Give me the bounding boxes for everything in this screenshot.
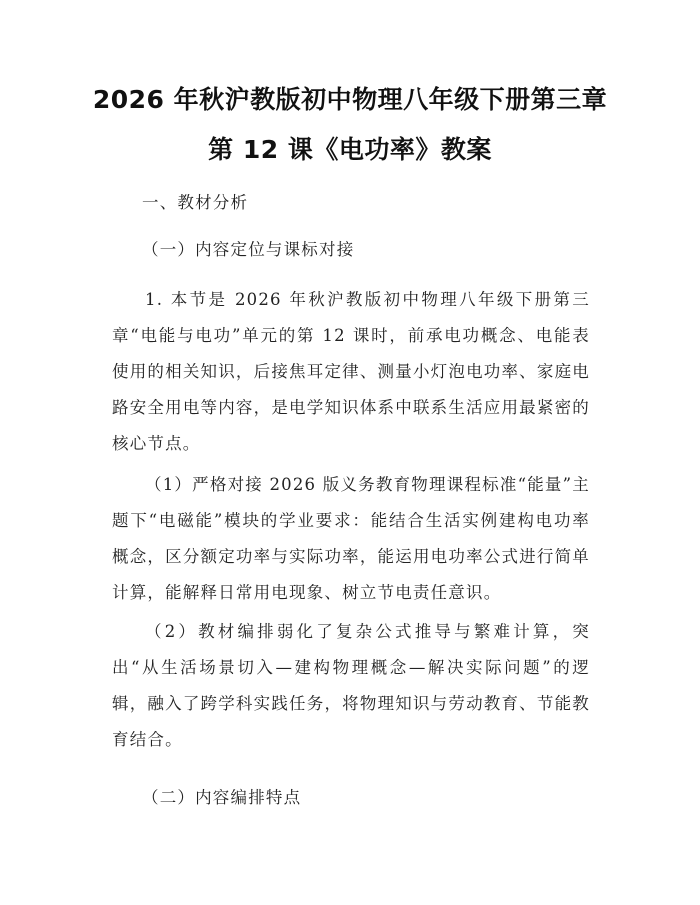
document-title-line-2: 第 12 课《电功率》教案 [208,135,492,164]
paragraph-textbook-arrangement: （2）教材编排弱化了复杂公式推导与繁难计算，突出“从生活场景切入—建构物理概念—解决实际问题”的逻辑，融入了跨学科实践任务，将物理知识与劳动教育、节能教育结合。 [112,622,590,749]
section-heading-textbook-analysis: 一、教材分析 [142,193,249,212]
subsection-heading-arrangement-features: （二）内容编排特点 [142,788,302,807]
subsection-heading-content-positioning: （一）内容定位与课标对接 [142,240,355,259]
document-title-line-1: 2026 年秋沪教版初中物理八年级下册第三章 [92,85,608,114]
paragraph-lesson-position: 1. 本节是 2026 年秋沪教版初中物理八年级下册第三章“电能与电功”单元的第 12 课时，前承电功概念、电能表使用的相关知识，后接焦耳定律、测量小灯泡电功率、家庭电路安全用电等内容，是电学知识体系中联系生活应用最紧密的核心节点。 [112,290,590,453]
paragraph-curriculum-standard: （1）严格对接 2026 版义务教育物理课程标准“能量”主题下“电磁能”模块的学业要求：能结合生活实例建构电功率概念，区分额定功率与实际功率，能运用电功率公式进行简单计算，能解释日常用电现象、树立节电责任意识。 [112,475,590,602]
